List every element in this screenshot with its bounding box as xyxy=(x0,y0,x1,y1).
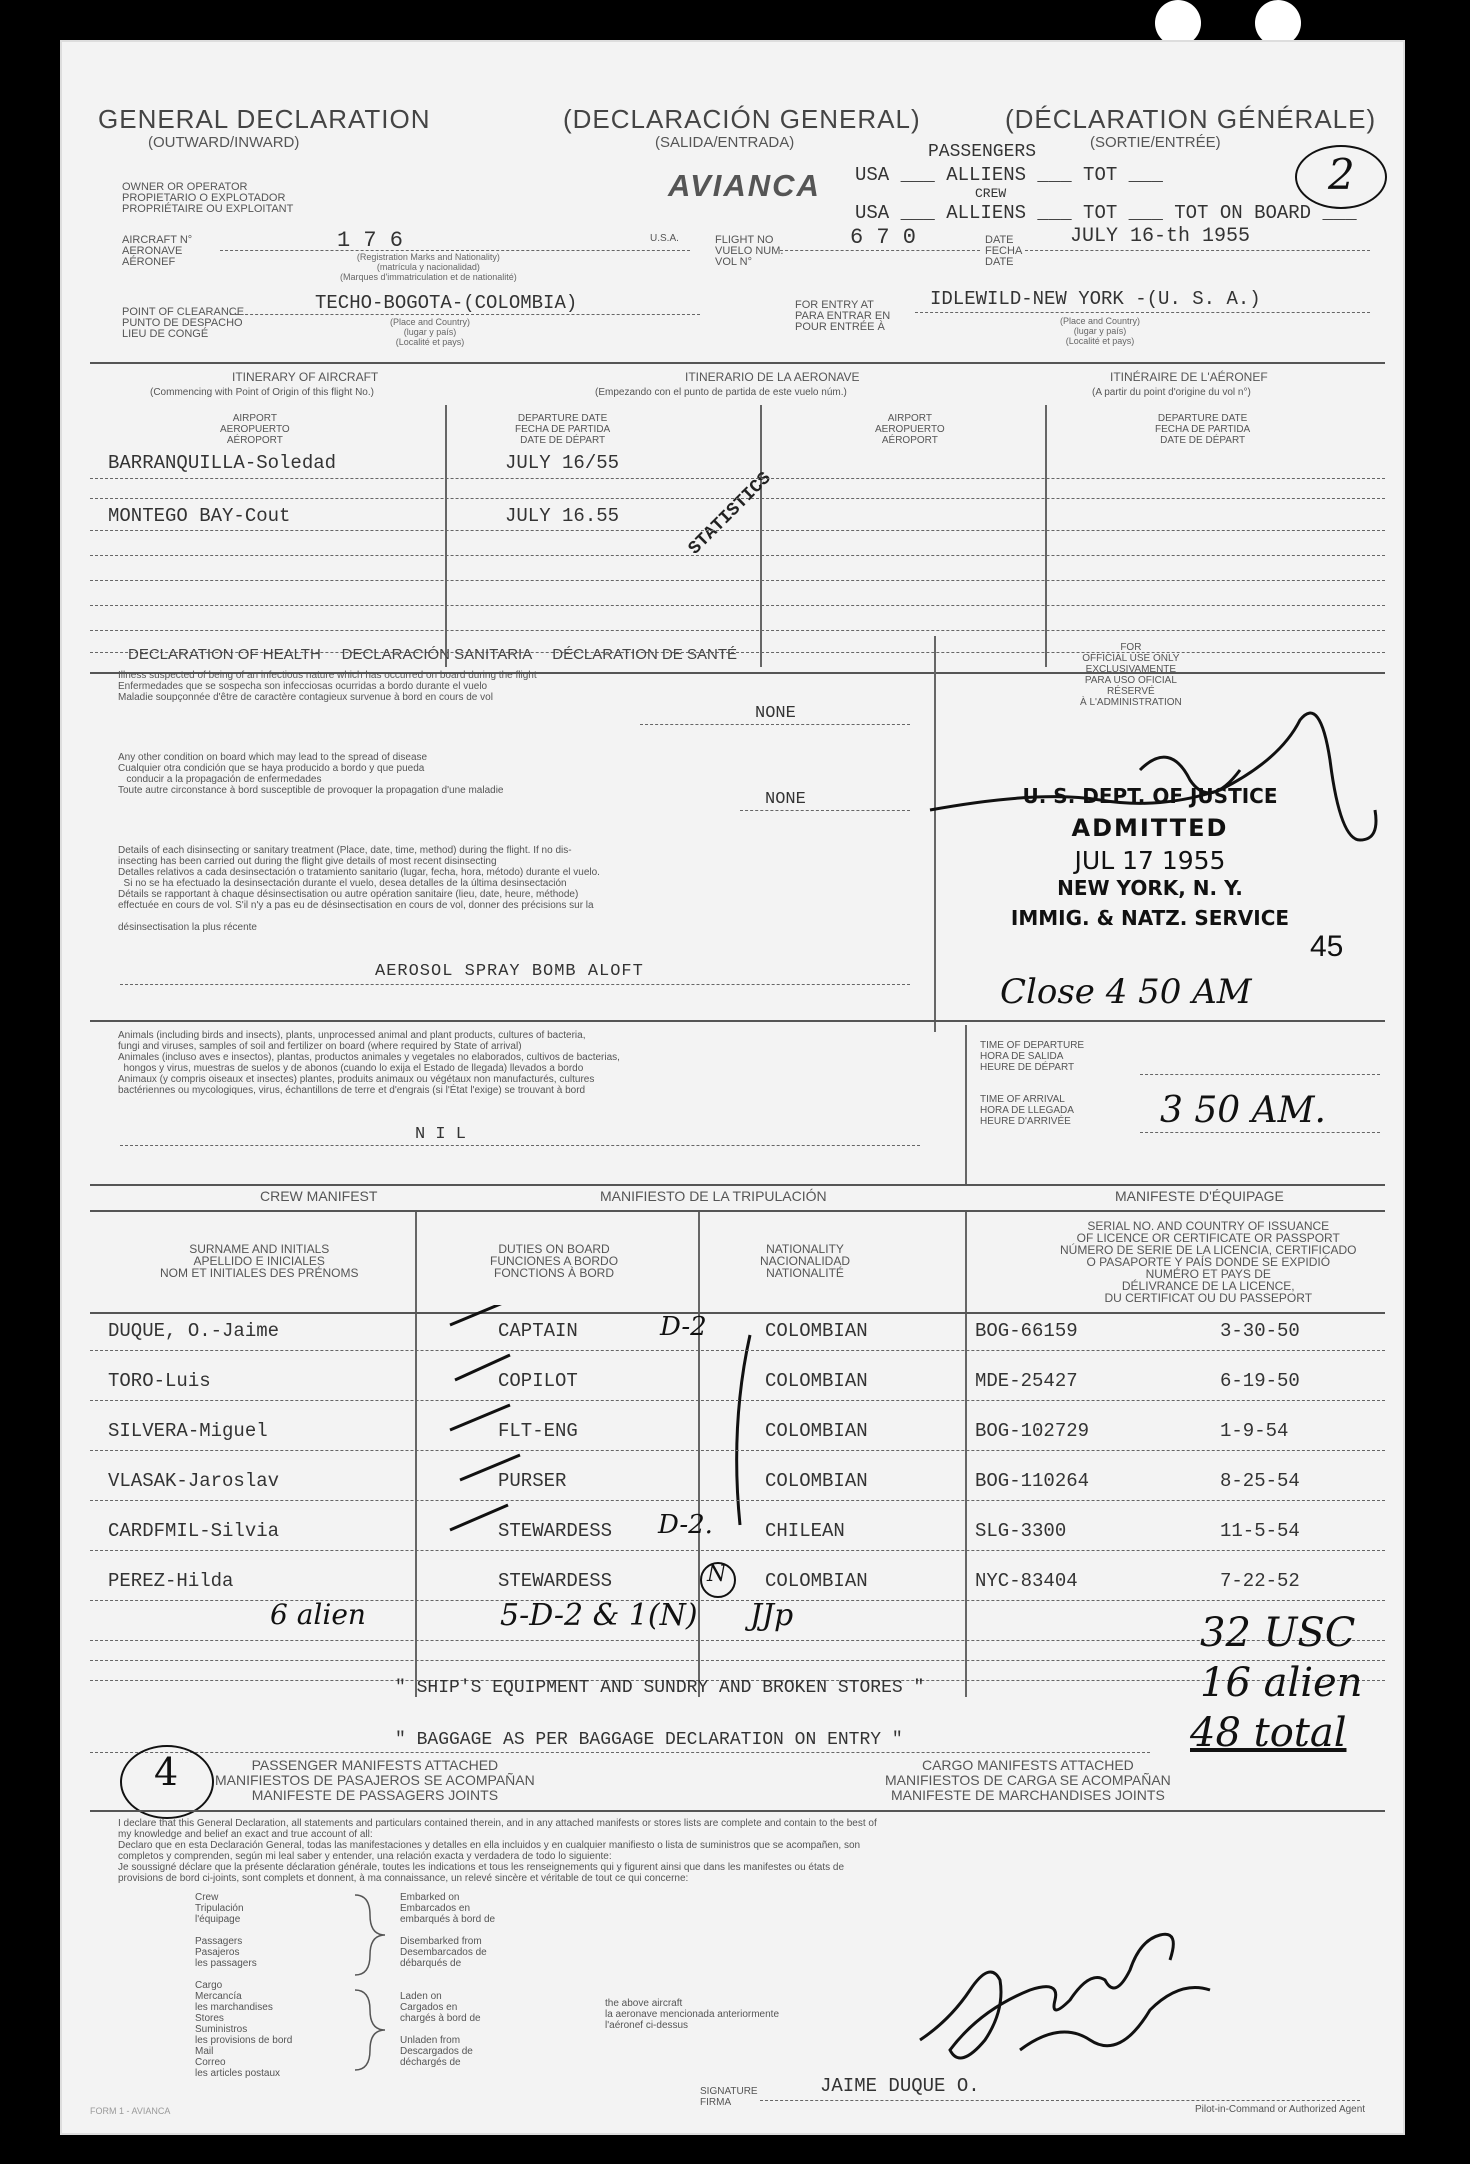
itinerary-en: ITINERARY OF AIRCRAFT xyxy=(232,370,379,384)
col-departure-1: DEPARTURE DATE FECHA DE PARTIDA DATE DE DÉPART xyxy=(515,413,611,446)
statistics-stamp: STATISTICS xyxy=(685,468,776,560)
title-en-sub: (OUTWARD/INWARD) xyxy=(148,134,300,151)
crew-licence-date: 3-30-50 xyxy=(1220,1320,1300,1342)
animals-divider xyxy=(965,1025,967,1185)
declaration-col-3: the above aircraft la aeronave mencionada anteriormente l'aéronef ci-dessus xyxy=(605,1998,779,2031)
official-close-note: Close 4 50 AM xyxy=(1000,972,1252,1012)
crew-label: CREW xyxy=(975,186,1007,201)
crew-nationality: COLOMBIAN xyxy=(765,1470,868,1492)
crew-col-name: SURNAME AND INITIALS APELLIDO E INICIALES NOM ET INITIALES DES PRÉNOMS xyxy=(160,1242,359,1280)
flight-value: 6 7 0 xyxy=(850,225,917,250)
hand-count: 5-D-2 & 1(N) xyxy=(500,1598,698,1633)
baggage-note: " BAGGAGE AS PER BAGGAGE DECLARATION ON ENTRY " xyxy=(395,1730,903,1750)
crew-licence: NYC-83404 xyxy=(975,1570,1078,1592)
itinerary-top-rule xyxy=(90,362,1385,364)
itin-rule-3 xyxy=(90,530,1385,531)
stamp-line-4: NEW YORK, N. Y. xyxy=(1057,876,1243,900)
crew-mark: N xyxy=(707,1562,727,1587)
itinerary-fr: ITINÉRAIRE DE L'AÉRONEF xyxy=(1110,370,1268,384)
crew-nationality: COLOMBIAN xyxy=(765,1370,868,1392)
col-airport-2: AIRPORT AEROPUERTO AÉROPORT xyxy=(875,413,945,446)
entry-place-label: (Place and Country) (lugar y país) (Localité et pays) xyxy=(1060,316,1141,346)
official-signature-scribble xyxy=(920,700,1390,880)
stamp-line-1: U. S. DEPT. OF JUSTICE xyxy=(1022,784,1278,808)
crew-duty: STEWARDESS xyxy=(498,1520,613,1542)
title-fr: (DÉCLARATION GÉNÉRALE) xyxy=(1005,104,1377,134)
date-value: JULY 16-th 1955 xyxy=(1070,225,1251,248)
crew-mark: D-2. xyxy=(658,1510,713,1540)
arrival-time-value: 3 50 AM. xyxy=(1160,1090,1326,1131)
crew-name: TORO-Luis xyxy=(108,1370,211,1392)
itin-airport-1: BARRANQUILLA-Soledad xyxy=(108,452,337,474)
aircraft-line xyxy=(220,250,690,251)
itin-divider-2 xyxy=(760,405,762,667)
declaration-braces xyxy=(350,1890,390,2080)
title-fr-sub: (SORTIE/ENTRÉE) xyxy=(1090,134,1221,151)
ships-stores: " SHIP'S EQUIPMENT AND SUNDRY AND BROKEN STORES " xyxy=(395,1678,925,1698)
clearance-label: POINT OF CLEARANCE PUNTO DE DESPACHO LIEU DE CONGÉ xyxy=(122,306,245,340)
clearance-value: TECHO-BOGOTA-(COLOMBIA) xyxy=(315,292,578,314)
health-details-text: Details of each disinsecting or sanitary treatment (Place, date, time, method) during the flight. If no dis- insecting has been carried out during the flight give details of most recent disinsecting Detalles relativos a cada desinsectación o tratamiento sanitario (lugar, fecha, hora, método) durante el vuelo. Si no se ha efectuado la desinsectación durante el vuelo, desea detalles de la última desinsectación Détails se rapportant à chaque désinsectisation ou autre opération sanitaire (lieu, date, heure, méthode) effectuée en cours de vol. S'il n'y a pas eu de désinsectisation en cours de vol, donner des précisions sur la désinsectisation la plus récente xyxy=(118,845,600,933)
crew-title-es: MANIFIESTO DE LA TRIPULACIÓN xyxy=(600,1188,827,1204)
crew-rule-7 xyxy=(90,1640,1385,1641)
total-usc: 32 USC xyxy=(1200,1610,1356,1656)
crew-rule-8 xyxy=(90,1660,1385,1661)
crew-mark: D-2 xyxy=(660,1312,707,1342)
crew-duty: CAPTAIN xyxy=(498,1320,578,1342)
declaration-col-2: Embarked on Embarcados en embarqués à bord de Disembarked from Desembarcados de débarqués de Laden on Cargados en chargés à bord de Unladen from Descargados de déchargés de xyxy=(400,1892,496,2068)
aircraft-label: AIRCRAFT N° AERONAVE AÉRONEF xyxy=(122,234,193,268)
crew-rule-2 xyxy=(90,1400,1385,1401)
crew-col-nationality: NATIONALITY NACIONALIDAD NATIONALITÉ xyxy=(760,1242,851,1280)
clearance-place-label: (Place and Country) (lugar y país) (Localité et pays) xyxy=(390,317,471,347)
departure-time-label: TIME OF DEPARTURE HORA DE SALIDA HEURE DE DÉPART xyxy=(980,1040,1085,1073)
crew-tick-marks xyxy=(390,1305,790,1625)
itin-rule-2 xyxy=(90,498,1385,499)
crew-licence-date: 8-25-54 xyxy=(1220,1470,1300,1492)
crew-nationality: CHILEAN xyxy=(765,1520,845,1542)
crew-licence-date: 11-5-54 xyxy=(1220,1520,1300,1542)
crew-title-rule xyxy=(90,1210,1385,1212)
passengers-label: PASSENGERS xyxy=(928,142,1037,162)
signature-line xyxy=(760,2100,1360,2101)
aircraft-marks-label: (Registration Marks and Nationality) (matrícula y nacionalidad) (Marques d'immatriculation et de nationalité) xyxy=(340,252,517,282)
crew-duty: PURSER xyxy=(498,1470,567,1492)
footer-pilot: Pilot-in-Command or Authorized Agent xyxy=(1195,2104,1366,2115)
col-departure-2: DEPARTURE DATE FECHA DE PARTIDA DATE DE DÉPART xyxy=(1155,413,1251,446)
crew-licence: SLG-3300 xyxy=(975,1520,1067,1542)
itin-divider-1 xyxy=(445,405,447,667)
total-aliens: 16 alien xyxy=(1200,1660,1363,1706)
date-label: DATE FECHA DATE xyxy=(985,234,1023,268)
total-all: 48 total xyxy=(1190,1710,1347,1756)
crew-nationality: COLOMBIAN xyxy=(765,1420,868,1442)
itin-date-2: JULY 16.55 xyxy=(505,505,620,527)
baggage-rule xyxy=(90,1752,1150,1753)
cargo-manifests: CARGO MANIFESTS ATTACHED MANIFIESTOS DE CARGA SE ACOMPAÑAN MANIFESTE DE MARCHANDISES JOINTS xyxy=(885,1757,1171,1803)
itinerary-fr-sub: (A partir du point d'origine du vol n°) xyxy=(1092,387,1251,398)
col-airport-1: AIRPORT AEROPUERTO AÉROPORT xyxy=(220,413,290,446)
itin-rule-5 xyxy=(90,580,1385,581)
crew-duty: COPILOT xyxy=(498,1370,578,1392)
crew-title-en: CREW MANIFEST xyxy=(260,1188,378,1204)
declaration-col-1: Crew Tripulación l'équipage Passagers Pasajeros les passagers Cargo Mercancía les marchandises Stores Suministros les provisions de bord Mail Correo les articles postaux xyxy=(195,1892,293,2079)
entry-label: FOR ENTRY AT PARA ENTRAR EN POUR ENTRÉE À xyxy=(795,299,891,333)
itin-rule-1 xyxy=(90,478,1385,479)
crew-rule-1 xyxy=(90,1350,1385,1351)
aircraft-usa: U.S.A. xyxy=(650,233,679,244)
crew-licence: BOG-66159 xyxy=(975,1320,1078,1342)
crew-licence: BOG-102729 xyxy=(975,1420,1090,1442)
crew-title-fr: MANIFESTE D'ÉQUIPAGE xyxy=(1115,1188,1284,1204)
animals-value: N I L xyxy=(415,1125,467,1144)
hand-initials: JJp xyxy=(750,1598,794,1633)
hand-aliens: 6 alien xyxy=(270,1598,366,1631)
crew-divider-3 xyxy=(965,1212,967,1697)
crew-col-duties: DUTIES ON BOARD FUNCIONES A BORDO FONCTIONS À BORD xyxy=(490,1242,619,1280)
crew-licence-date: 1-9-54 xyxy=(1220,1420,1289,1442)
crew-licence-date: 6-19-50 xyxy=(1220,1370,1300,1392)
signature-label: SIGNATURE FIRMA xyxy=(700,2086,758,2108)
itin-airport-2: MONTEGO BAY-Cout xyxy=(108,505,291,527)
passenger-manifests: PASSENGER MANIFESTS ATTACHED MANIFIESTOS DE PASAJEROS SE ACOMPAÑAN MANIFESTE DE PASSAGERS JOINTS xyxy=(215,1757,535,1803)
health-illness-line xyxy=(640,724,910,725)
usa-row-1: USA ___ ALLIENS ___ TOT ___ xyxy=(855,164,1163,186)
health-other-value: NONE xyxy=(765,790,806,809)
itin-date-1: JULY 16/55 xyxy=(505,452,620,474)
crew-name: SILVERA-Miguel xyxy=(108,1420,268,1442)
flight-label: FLIGHT NO VUELO NUM. VOL N° xyxy=(715,234,784,268)
crew-rule-4 xyxy=(90,1500,1385,1501)
stamp-line-2: ADMITTED xyxy=(1071,814,1229,842)
crew-name: CARDFMIL-Silvia xyxy=(108,1520,280,1542)
crew-licence: MDE-25427 xyxy=(975,1370,1078,1392)
airline-name: AVIANCA xyxy=(668,168,821,203)
itin-rule-6 xyxy=(90,605,1385,606)
crew-top-rule xyxy=(90,1184,1385,1186)
crew-name: DUQUE, O.-Jaime xyxy=(108,1320,280,1342)
entry-line xyxy=(915,312,1370,313)
date-line xyxy=(1025,250,1370,251)
crew-duty: FLT-ENG xyxy=(498,1420,578,1442)
official-header: FOR OFFICIAL USE ONLY EXCLUSIVAMENTE PARA USO OFICIAL RÉSERVÉ À L'ADMINISTRATION xyxy=(1080,642,1182,708)
title-en: GENERAL DECLARATION xyxy=(98,104,431,134)
signature-value: JAIME DUQUE O. xyxy=(820,2075,980,2097)
entry-value: IDLEWILD-NEW YORK -(U. S. A.) xyxy=(930,288,1261,310)
departure-time-line xyxy=(1140,1074,1380,1075)
title-es: (DECLARACIÓN GENERAL) xyxy=(563,104,921,134)
itinerary-es: ITINERARIO DE LA AERONAVE xyxy=(685,370,860,384)
aircraft-value: 1 7 6 xyxy=(337,228,404,253)
health-illness-value: NONE xyxy=(755,704,796,723)
itinerary-es-sub: (Empezando con el punto de partida de este vuelo núm.) xyxy=(595,387,847,398)
crew-rule-3 xyxy=(90,1450,1385,1451)
clearance-line xyxy=(230,314,700,315)
crew-rule-5 xyxy=(90,1550,1385,1551)
crew-licence-date: 7-22-52 xyxy=(1220,1570,1300,1592)
arrival-time-line xyxy=(1140,1132,1380,1133)
official-number: 45 xyxy=(1310,930,1344,963)
stamp-line-5: IMMIG. & NATZ. SERVICE xyxy=(1010,906,1290,930)
crew-name: PEREZ-Hilda xyxy=(108,1570,234,1592)
crew-duty: STEWARDESS xyxy=(498,1570,613,1592)
health-other-text: Any other condition on board which may lead to the spread of disease Cualquier otra condición que se haya producido a bordo y que pueda conducir a la propagación de enfermedades Toute autre circonstance à bord susceptible de provoquer la propagation d'une maladie xyxy=(118,752,504,796)
passenger-count: 4 xyxy=(154,1750,179,1794)
crew-nationality: COLOMBIAN xyxy=(765,1320,868,1342)
usa-row-2: USA ___ ALLIENS ___ TOT ___ TOT ON BOARD ___ xyxy=(855,202,1357,224)
arrival-time-label: TIME OF ARRIVAL HORA DE LLEGADA HEURE D'ARRIVÉE xyxy=(980,1094,1074,1127)
crew-name: VLASAK-Jaroslav xyxy=(108,1470,280,1492)
attached-rule xyxy=(90,1810,1385,1812)
title-es-sub: (SALIDA/ENTRADA) xyxy=(655,134,795,151)
health-title: DECLARATION OF HEALTH DECLARACIÓN SANITARIA DÉCLARATION DE SANTÉ xyxy=(128,646,737,663)
crew-nationality: COLOMBIAN xyxy=(765,1570,868,1592)
declaration-text: I declare that this General Declaration, all statements and particulars contained therein, and in any attached manifests or stores lists are complete and contain to the best of my knowledge and belief an exact and true account of all: Declaro que en esta Declaración General, todas las manifestaciones y detalles en ella incluidos y en cualquier manifiesto o lista de suministros que se acompañen, son completos y comprenden, según mi leal saber y entender, una relación exacta y verdadera de todo lo siguiente: Je soussigné déclare que la présente déclaration générale, toutes les indications et tous les renseignements qui y figurent ainsi que dans les manifestes ou états de provisions de bord ci-joints, sont complets et donnent, à ma connaissance, un relevé sincère et véritable de tout ce qui concerne: xyxy=(118,1818,877,1884)
health-details-line xyxy=(120,984,910,985)
health-illness-text: Illness suspected of being of an infectious nature which has occurred on board during the flight Enfermedades que se sospecha son infecciosas ocurridas a bordo durante el vuelo Maladie soupçonnée d'être de caractère contagieux survenue à bord en cours de vol xyxy=(118,670,537,703)
flight-line xyxy=(780,250,980,251)
document-sheet xyxy=(60,40,1405,2135)
health-details-value: AEROSOL SPRAY BOMB ALOFT xyxy=(375,962,644,981)
page-number: 2 xyxy=(1328,150,1355,199)
itin-rule-7 xyxy=(90,630,1385,631)
crew-col-licence: SERIAL NO. AND COUNTRY OF ISSUANCE OF LICENCE OR CERTIFICATE OR PASSPORT NÚMERO DE SERIE DE LA LICENCIA, CERTIFICADO O PASAPORTE Y PAÍS DONDE SE EXPIDIÓ NUMÉRO ET PAYS DE DÉLIVRANCE DE LA LICENCE, DU CERTIFICAT OU DU PASSEPORT xyxy=(1060,1219,1357,1305)
health-other-line xyxy=(740,810,910,811)
footer-form: FORM 1 - AVIANCA xyxy=(90,2106,171,2116)
health-bottom-rule xyxy=(90,1020,1385,1022)
itin-divider-3 xyxy=(1045,405,1047,667)
owner-label: OWNER OR OPERATOR PROPIETARIO O EXPLOTADOR PROPRIÉTAIRE OU EXPLOITANT xyxy=(122,181,294,215)
crew-licence: BOG-110264 xyxy=(975,1470,1090,1492)
itinerary-en-sub: (Commencing with Point of Origin of this flight No.) xyxy=(150,387,374,398)
animals-text: Animals (including birds and insects), plants, unprocessed animal and plant products, cultures of bacteria, fungi and viruses, samples of soil and fertilizer on board (where required by State of arrival) Animales (incluso aves e insectos), plantas, productos animales y vegetales no elaborados, cultivos de bacterias, hongos y virus, muestras de suelos y de abonos (cuando lo exija el Estado de llegada) llevados a bordo Animaux (y compris oiseaux et insectes) plantes, produits animaux ou végétaux non manufacturés, cultures bactériennes ou mycologiques, virus, échantillons de terre et d'engrais (si l'État l'exige) se trouvant à bord xyxy=(118,1030,620,1096)
animals-line xyxy=(120,1145,920,1146)
stamp-line-3: JUL 17 1955 xyxy=(1074,846,1226,875)
itin-rule-4 xyxy=(90,555,1385,556)
